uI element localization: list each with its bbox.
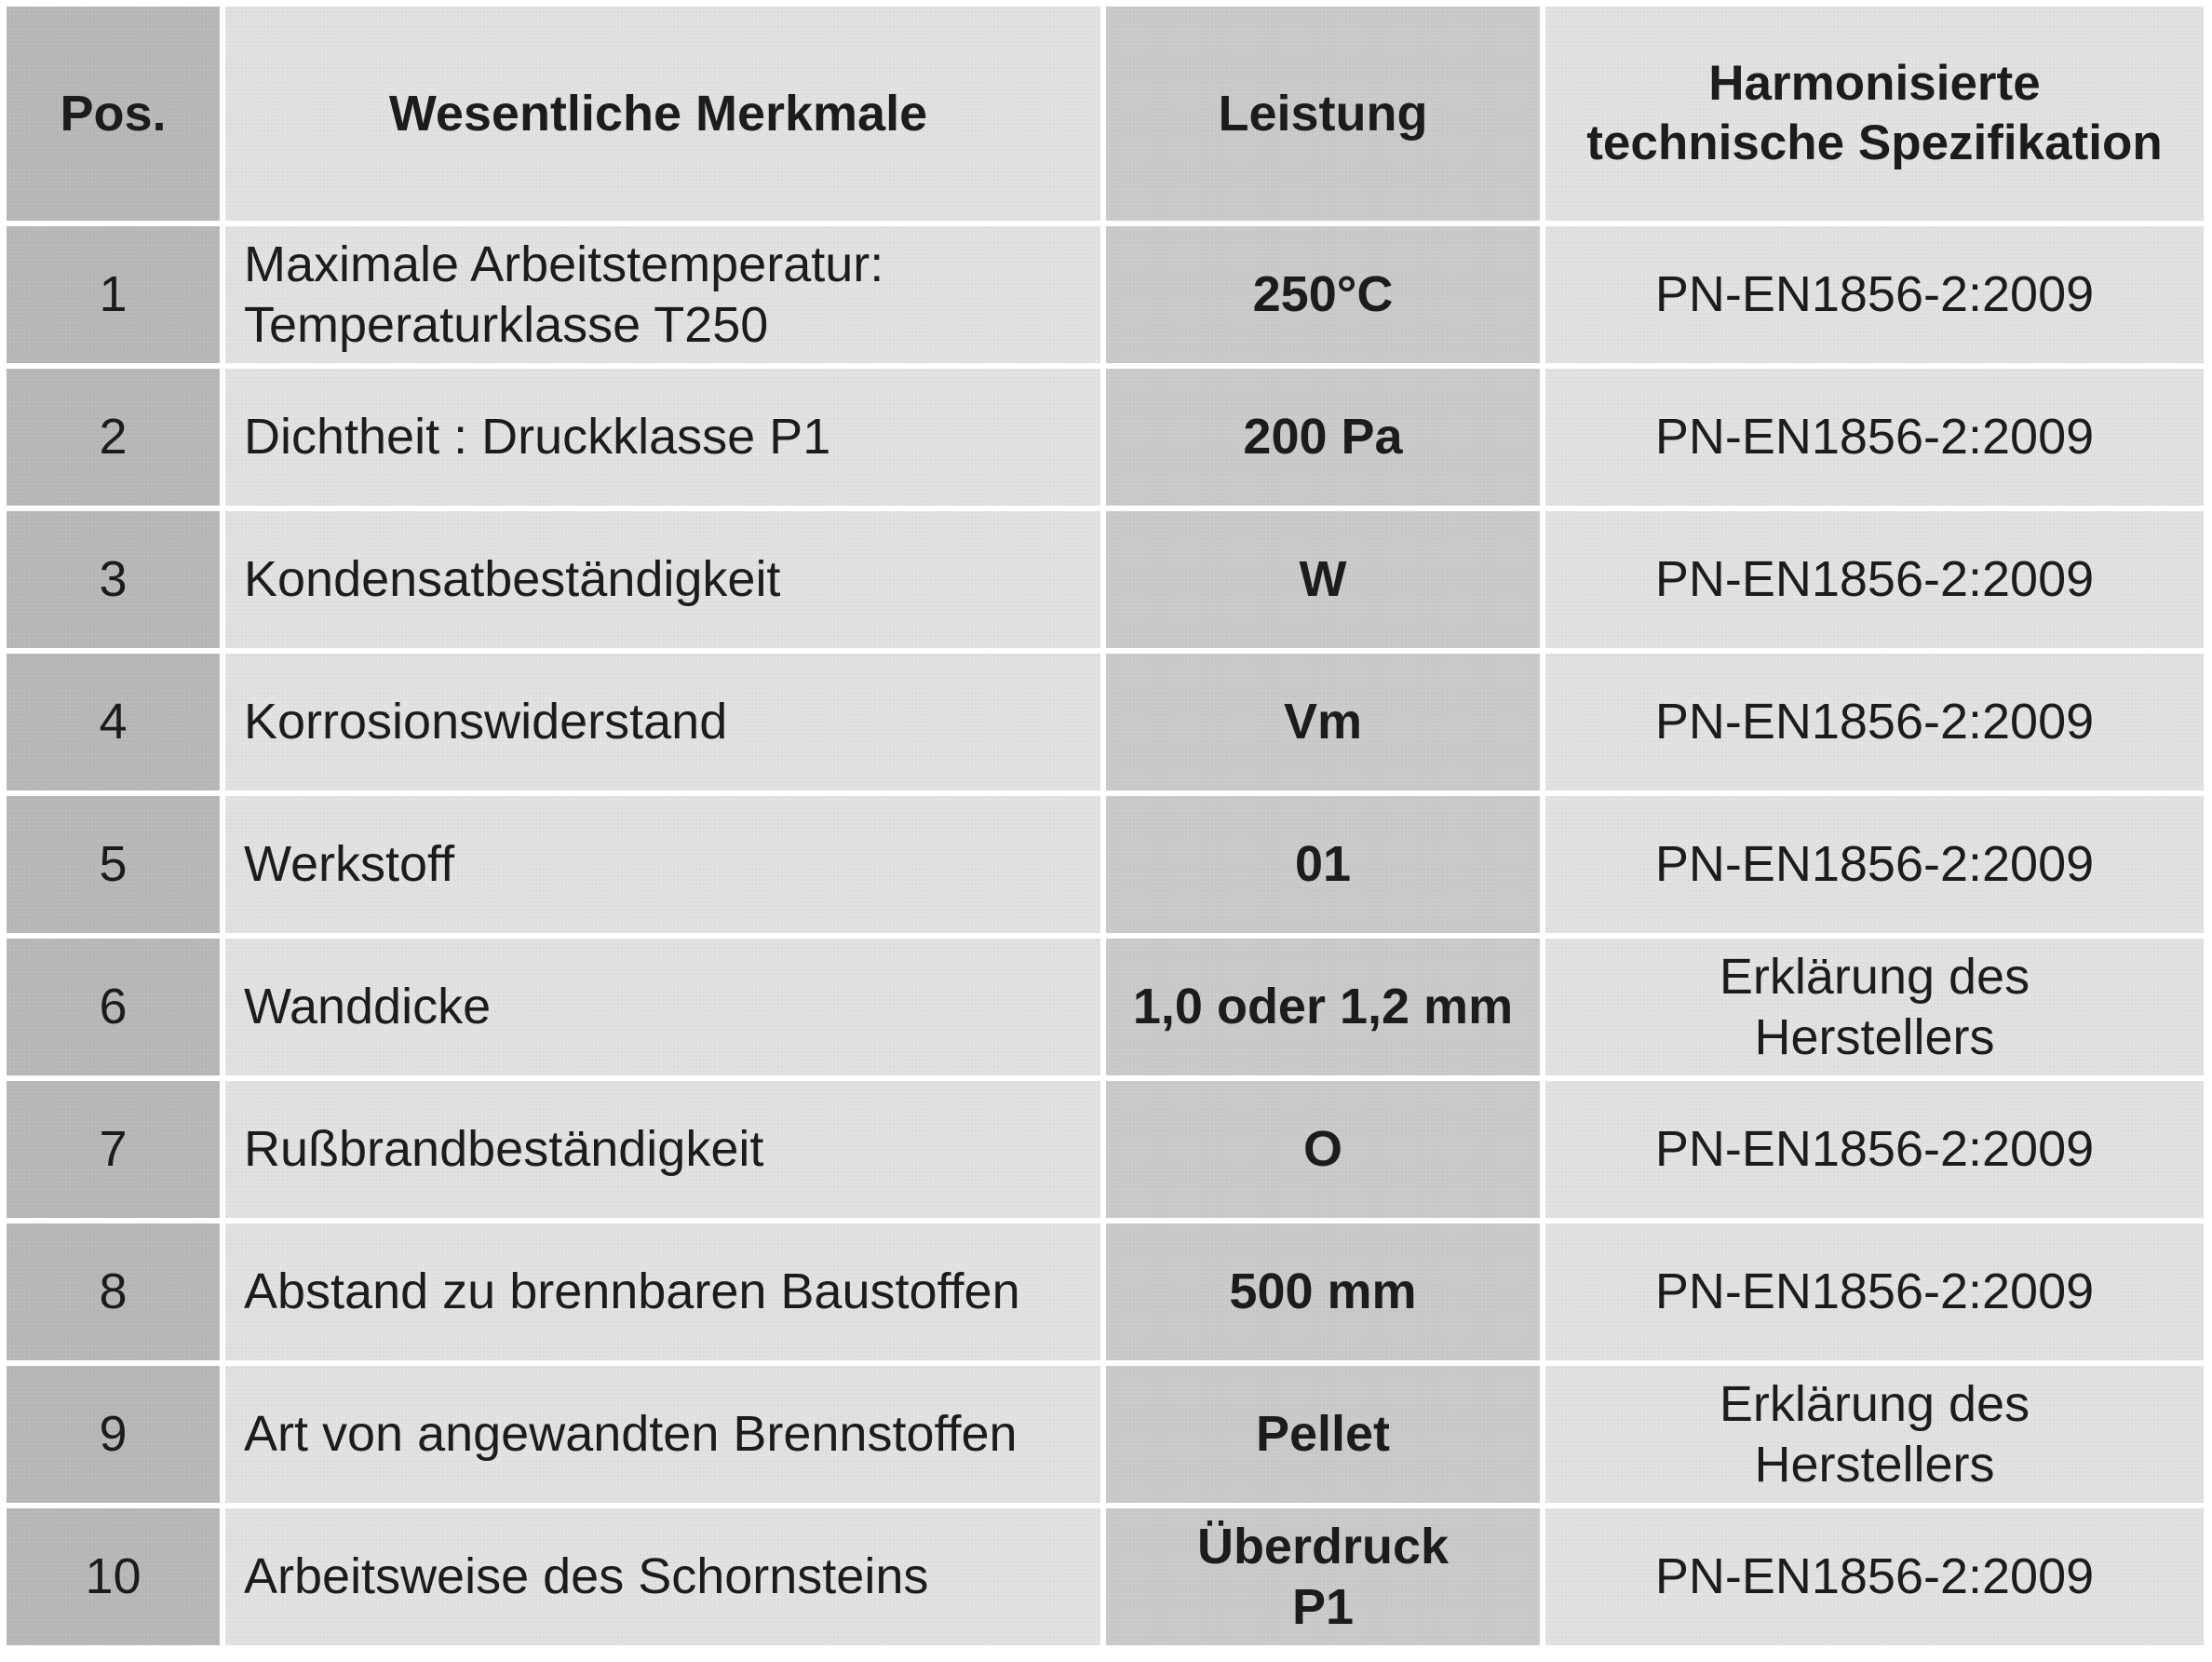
row-performance-cell — [1106, 1366, 1540, 1503]
header-feature — [225, 7, 1100, 221]
row-specification-cell — [1545, 939, 2204, 1075]
row-specification-cell — [1545, 1081, 2204, 1218]
row-specification-cell — [1545, 369, 2204, 506]
row-feature: Rußbrandbeständigkeit — [244, 1121, 764, 1178]
row-pos: 6 — [99, 979, 128, 1035]
header-performance — [1106, 7, 1540, 221]
row-specification-cell — [1545, 796, 2204, 933]
row-pos-cell — [7, 1081, 220, 1218]
row-performance: Überdruck P1 — [1196, 1518, 1450, 1635]
header-pos — [7, 7, 220, 221]
row-pos-cell — [7, 511, 220, 648]
row-pos: 7 — [99, 1121, 128, 1178]
row-performance: 250°C — [1252, 266, 1394, 323]
row-pos-cell — [7, 796, 220, 933]
row-performance-cell — [1106, 796, 1540, 933]
row-pos-cell — [7, 1508, 220, 1645]
row-specification-cell — [1545, 511, 2204, 648]
row-feature: Dichtheit : Druckklasse P1 — [244, 409, 831, 466]
row-feature-cell — [225, 1508, 1100, 1645]
row-performance-cell — [1106, 939, 1540, 1075]
row-specification: Erklärung des Herstellers — [1719, 948, 2030, 1065]
row-specification-cell — [1545, 1223, 2204, 1360]
row-pos-cell — [7, 1223, 220, 1360]
row-specification: PN-EN1856-2:2009 — [1654, 1548, 2095, 1605]
row-feature: Wanddicke — [244, 979, 492, 1035]
header-specification-label: Harmonisierte technische Spezifikation — [1586, 56, 2163, 170]
row-feature-cell — [225, 1223, 1100, 1360]
row-feature-cell — [225, 369, 1100, 506]
row-specification-cell — [1545, 226, 2204, 363]
row-specification: PN-EN1856-2:2009 — [1654, 551, 2095, 608]
row-performance-cell — [1106, 369, 1540, 506]
row-feature: Art von angewandten Brennstoffen — [244, 1406, 1018, 1463]
row-pos: 3 — [99, 551, 128, 608]
header-performance-label: Leistung — [1218, 85, 1428, 142]
row-performance: 500 mm — [1229, 1263, 1417, 1320]
header-pos-label: Pos. — [60, 85, 167, 142]
row-specification: PN-EN1856-2:2009 — [1654, 694, 2095, 750]
row-performance: 200 Pa — [1243, 409, 1403, 466]
row-specification-cell — [1545, 1508, 2204, 1645]
row-feature-cell — [225, 511, 1100, 648]
row-performance-cell — [1106, 511, 1540, 648]
row-performance: 01 — [1294, 836, 1352, 893]
row-specification: PN-EN1856-2:2009 — [1654, 836, 2095, 893]
row-specification: PN-EN1856-2:2009 — [1654, 266, 2095, 323]
row-specification: PN-EN1856-2:2009 — [1654, 1263, 2095, 1320]
row-performance-cell — [1106, 226, 1540, 363]
row-feature-cell — [225, 796, 1100, 933]
row-performance-cell — [1106, 1223, 1540, 1360]
row-pos-cell — [7, 226, 220, 363]
row-performance: Pellet — [1255, 1406, 1391, 1463]
row-specification-cell — [1545, 654, 2204, 790]
row-pos-cell — [7, 1366, 220, 1503]
row-feature: Arbeitsweise des Schornsteins — [244, 1548, 929, 1605]
row-feature-cell — [225, 1081, 1100, 1218]
row-performance: W — [1299, 551, 1347, 608]
header-specification — [1545, 7, 2204, 221]
row-pos-cell — [7, 654, 220, 790]
row-performance: 1,0 oder 1,2 mm — [1132, 979, 1514, 1035]
row-performance-cell — [1106, 654, 1540, 790]
row-feature-cell — [225, 1366, 1100, 1503]
row-pos-cell — [7, 369, 220, 506]
row-feature: Werkstoff — [244, 836, 455, 893]
row-performance-cell — [1106, 1508, 1540, 1645]
row-pos: 5 — [99, 836, 128, 893]
row-feature: Abstand zu brennbaren Baustoffen — [244, 1263, 1020, 1320]
row-specification-cell — [1545, 1366, 2204, 1503]
row-performance: O — [1302, 1121, 1342, 1178]
row-pos: 10 — [85, 1548, 142, 1605]
row-feature-cell — [225, 226, 1100, 363]
performance-table — [7, 7, 2204, 1655]
row-pos-cell — [7, 939, 220, 1075]
header-feature-label: Wesentliche Merkmale — [388, 85, 928, 142]
row-pos: 1 — [99, 266, 128, 323]
row-specification: PN-EN1856-2:2009 — [1654, 1121, 2095, 1178]
row-feature: Kondensatbeständigkeit — [244, 551, 781, 608]
row-pos: 8 — [99, 1263, 128, 1320]
row-specification: PN-EN1856-2:2009 — [1654, 409, 2095, 466]
row-feature: Maximale Arbeitstemperatur: Temperaturklasse T250 — [244, 236, 884, 353]
row-pos: 9 — [99, 1406, 128, 1463]
row-feature-cell — [225, 939, 1100, 1075]
row-feature: Korrosionswiderstand — [244, 694, 728, 750]
row-feature-cell — [225, 654, 1100, 790]
row-pos: 2 — [99, 409, 128, 466]
row-specification: Erklärung des Herstellers — [1719, 1375, 2030, 1493]
row-performance: Vm — [1283, 694, 1363, 750]
row-pos: 4 — [99, 694, 128, 750]
row-performance-cell — [1106, 1081, 1540, 1218]
